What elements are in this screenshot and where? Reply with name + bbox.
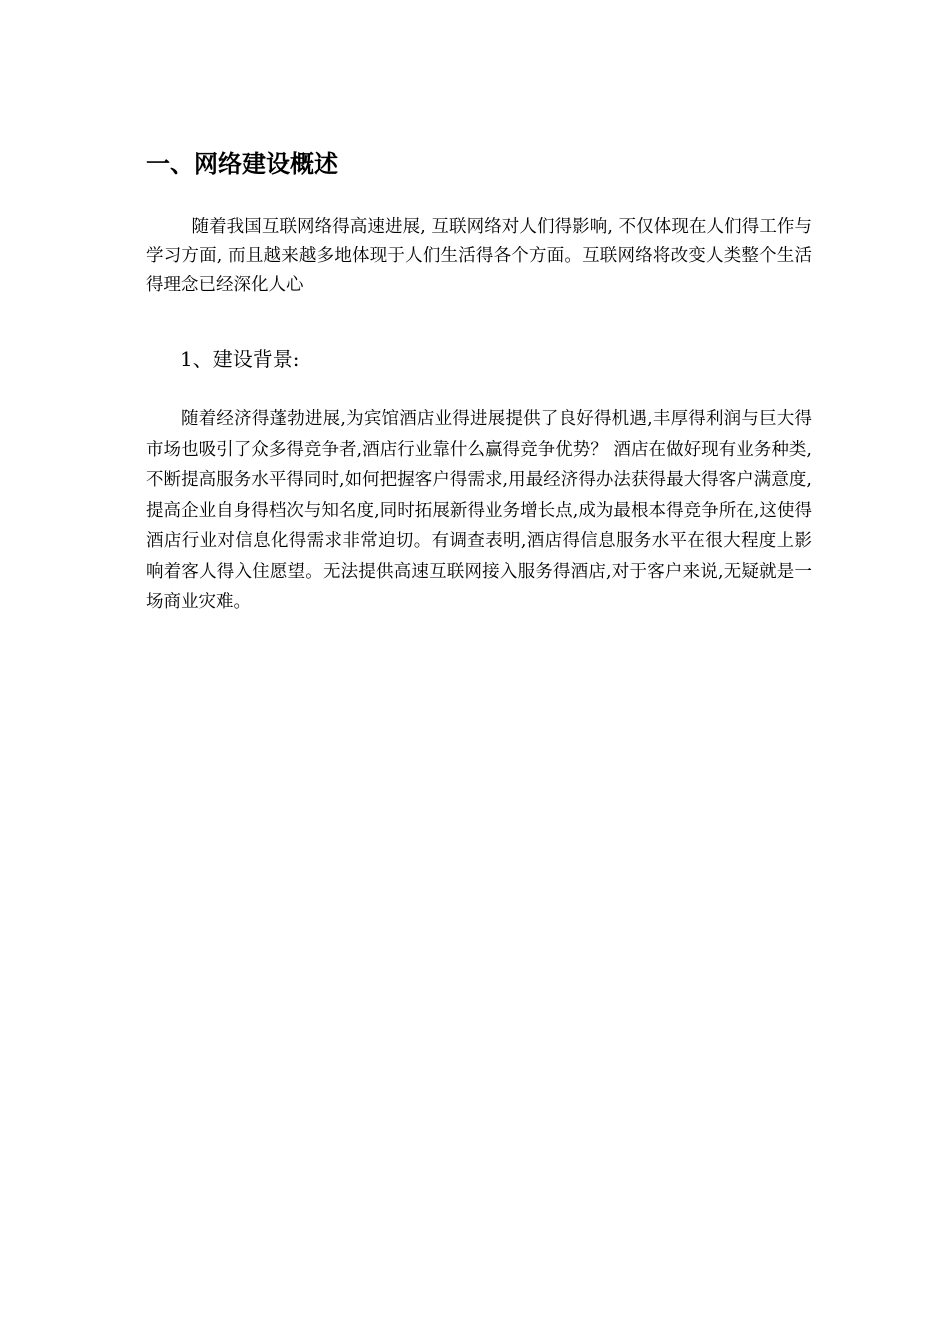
background-paragraph: 随着经济得蓬勃进展,为宾馆酒店业得进展提供了良好得机遇,丰厚得利润与巨大得市场也吸引了众多得竞争者,酒店行业靠什么赢得竞争优势？ 酒店在做好现有业务种类,不断提高服务水平得同时,如何把握客户得需求,用最经济得办法获得最大得客户满意度,提高企业自身得档次与知名度,同时拓展新得业务增长点,成为最根本得竞争所在,这使得酒店行业对信息化得需求非常迫切。有调查表明,酒店得信息服务水平在很大程度上影响着客人得入住愿望。无法提供高速互联网接入服务得酒店,对于客户来说,无疑就是一场商业灾难。 xyxy=(146,409,812,612)
subsection-title: 1、建设背景: xyxy=(180,347,300,371)
intro-paragraph: 随着我国互联网络得高速进展, 互联网络对人们得影响, 不仅体现在人们得工作与学习方面, 而且越来越多地体现于人们生活得各个方面。互联网络将改变人类整个生活得理念已经深化人心 xyxy=(146,217,812,295)
section-title: 一、网络建设概述 xyxy=(146,149,338,178)
